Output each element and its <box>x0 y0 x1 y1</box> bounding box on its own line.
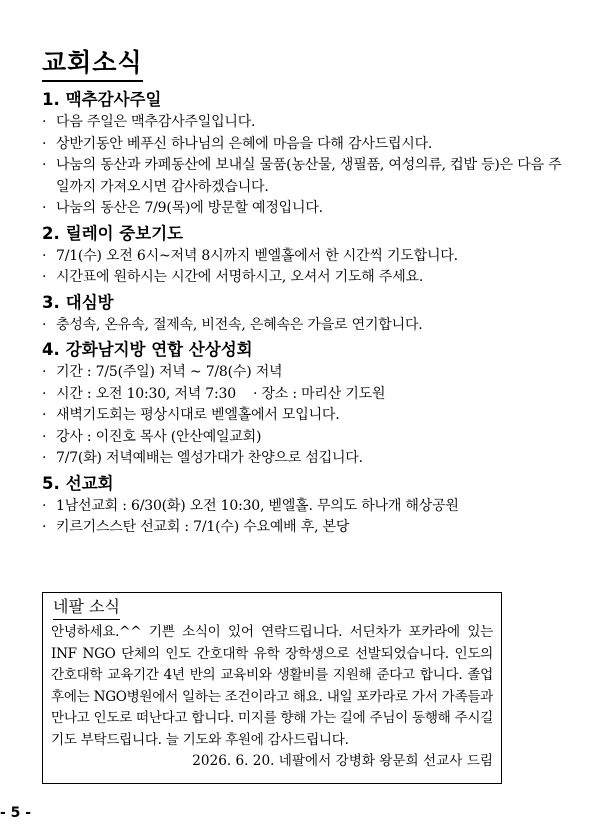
item-text: 시간 : 오전 10:30, 저녁 7:30 · 장소 : 마리산 기도원 <box>56 385 386 402</box>
item-text: 나눔의 동산은 7/9(목)에 방문할 예정입니다. <box>56 200 323 216</box>
item-text: 충성속, 온유속, 절제속, 비전속, 은혜속은 가을로 연기합니다. <box>56 316 423 333</box>
nepal-news-box <box>42 592 502 784</box>
item-text: 1남선교회 : 6/30(화) 오전 10:30, 벧엘홀. 무의도 하나개 해상공원 <box>56 497 459 514</box>
item-text: 7/7(화) 저녁예배는 엘성가대가 찬양으로 섬깁니다. <box>56 450 363 466</box>
section-visitation <box>42 291 562 337</box>
item-text: 7/1(수) 오전 6시~저녁 8시까지 벧엘홀에서 한 시간씩 기도합니다. <box>56 247 458 264</box>
nepal-news-signoff: 2026. 6. 20. 네팔에서 강병화 왕문희 선교사 드림 <box>192 753 493 769</box>
item-text: 다음 주일은 맥추감사주일입니다. <box>56 114 256 130</box>
list-item <box>42 405 562 427</box>
list-item <box>42 134 562 156</box>
bullet: · <box>42 316 47 333</box>
bullet: · <box>42 114 47 130</box>
item-text: 나눔의 동산과 카페동산에 보내실 물품(농산물, 생필품, 여성의류, 컵밥 등)은 다음 주일까지 가져오시면 감사하겠습니다. <box>56 157 562 195</box>
bullet: · <box>42 135 47 152</box>
section-items <box>42 315 562 337</box>
section-relay-prayer <box>42 222 562 289</box>
section-heading <box>42 222 562 246</box>
section-title: 맥추감사주일 <box>65 90 162 109</box>
list-item <box>42 362 562 384</box>
item-text: 기간 : 7/5(주일) 저녁 ~ 7/8(수) 저녁 <box>56 364 283 380</box>
section-title: 대심방 <box>65 292 114 312</box>
page-title: 교회소식 <box>42 48 143 82</box>
section-number: 4. <box>42 340 60 359</box>
section-mountain-revival <box>42 338 562 470</box>
bullet: · <box>42 200 47 216</box>
item-text: 강사 : 이진호 목사 (안산예일교회) <box>56 428 262 445</box>
item-text: 시간표에 원하시는 시간에 서명하시고, 오셔서 기도해 주세요. <box>56 269 424 285</box>
bullet: · <box>42 269 47 285</box>
section-title: 강화남지방 연합 산상성회 <box>65 340 253 359</box>
list-item <box>42 384 562 406</box>
section-heading <box>42 472 562 496</box>
bullet: · <box>42 364 47 380</box>
news-sections <box>42 88 562 539</box>
item-text: 키르기스스탄 선교회 : 7/1(수) 수요예배 후, 본당 <box>56 519 350 535</box>
list-item <box>42 155 562 198</box>
section-items <box>42 246 562 289</box>
section-number: 5. <box>42 473 60 493</box>
item-text: 상반기동안 베푸신 하나님의 은혜에 마음을 다해 감사드립시다. <box>56 135 433 152</box>
section-items <box>42 112 562 220</box>
list-item <box>42 496 562 518</box>
section-mission-society <box>42 472 562 539</box>
section-title: 릴레이 중보기도 <box>65 223 184 243</box>
nepal-news-body: 안녕하세요.^^ 기쁜 소식이 있어 연락드립니다. 서딘차가 포카라에 있는 INF NGO 단체의 인도 간호대학 유학 장학생으로 선발되었습니다. 인도의 간호대학 교육기간 4년 반의 교육비와 생활비를 지원해 준다고 합니다. 졸업 후에는 NGO병원에서 일하는 조건이라고 해요. 내일 포카라로 가서 가족들과 만나고 인도로 떠난다고 합니다. 미지를 향해 가는 길에 주님이 동행해 주시길 기도 부탁드립니다. 늘 기도와 후원에 감사드립니다. <box>51 624 494 748</box>
nepal-news-title: 네팔 소식 <box>53 595 120 620</box>
list-item <box>42 315 562 337</box>
section-items <box>42 496 562 539</box>
bullet: · <box>42 497 47 514</box>
bullet: · <box>42 247 47 264</box>
list-item <box>42 198 562 220</box>
section-heading <box>42 338 562 362</box>
bullet: · <box>42 407 47 423</box>
section-title: 선교회 <box>65 473 114 493</box>
section-heading <box>42 88 562 112</box>
item-text: 새벽기도회는 평상시대로 벧엘홀에서 모입니다. <box>56 407 340 423</box>
bullet: · <box>42 157 47 173</box>
bullet: · <box>42 519 47 535</box>
section-heading <box>42 291 562 315</box>
list-item <box>42 112 562 134</box>
section-number: 3. <box>42 292 60 312</box>
list-item <box>42 517 562 539</box>
section-items <box>42 362 562 470</box>
bullet: · <box>42 385 47 402</box>
bullet: · <box>42 450 47 466</box>
list-item <box>42 267 562 289</box>
page-number: - 5 - <box>0 805 32 821</box>
section-thanksgiving <box>42 88 562 220</box>
section-number: 2. <box>42 223 60 243</box>
section-number: 1. <box>42 90 60 109</box>
list-item <box>42 427 562 449</box>
bullet: · <box>42 428 47 445</box>
list-item <box>42 246 562 268</box>
list-item <box>42 448 562 470</box>
